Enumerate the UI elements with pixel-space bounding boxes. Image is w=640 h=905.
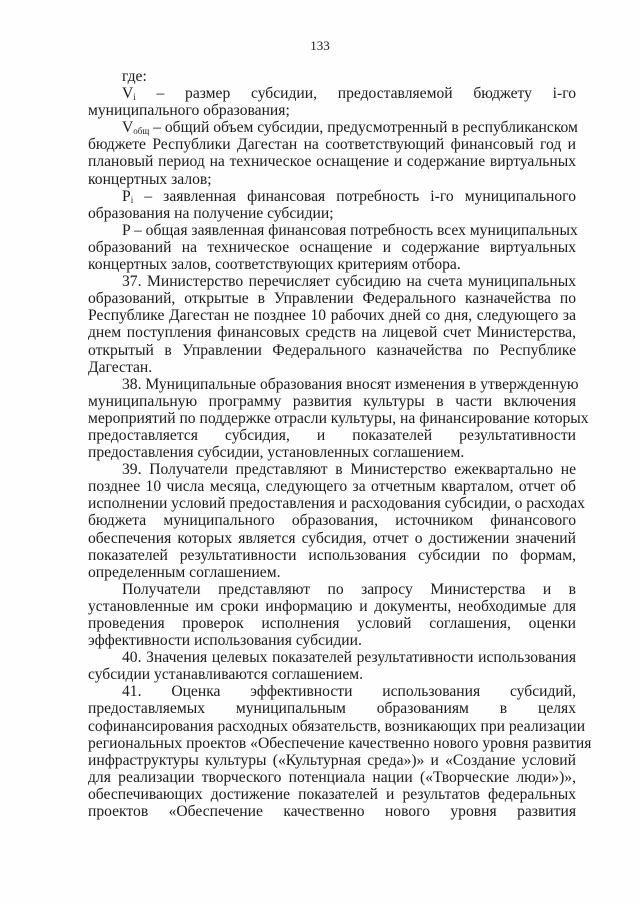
text-line: муниципального образования;	[88, 102, 290, 120]
text-line: где:	[122, 68, 147, 85]
text-line: Республике Дагестан не позднее 10 рабочих дней со дня, следующего за	[88, 307, 576, 325]
text-line: бюджета муниципального образования, источником финансового	[88, 512, 576, 530]
text-line: образований, открытые в Управлении Федерального казначейства по	[88, 290, 576, 308]
text-line: показателей результативности использования субсидии по формам,	[88, 546, 576, 564]
text-line: обеспечивающих достижение показателей и результатов федеральных	[88, 785, 576, 803]
symbol: V	[122, 119, 134, 137]
symbol: P	[122, 187, 131, 205]
text-line: Дагестан.	[88, 358, 153, 376]
symbol-subscript: i	[130, 194, 134, 205]
text-line: концертных залов, соответствующих критериям отбора.	[88, 256, 461, 274]
text-line: предоставляется субсидия, и показателей результативности	[88, 426, 576, 444]
page-number: 133	[310, 38, 330, 53]
text-line: Получатели представляют по запросу Министерства и в	[122, 580, 576, 598]
document-body	[88, 68, 592, 821]
text-line: плановый период на техническое оснащение и содержание виртуальных	[88, 153, 576, 171]
text-line: 41. Оценка эффективности использования субсидий,	[122, 683, 576, 701]
text-line: для реализации творческого потенциала нации («Творческие люди»)»,	[88, 768, 576, 786]
text-line: 37. Министерство перечисляет субсидию на счета муниципальных	[122, 273, 576, 291]
text-line: P – общая заявленная финансовая потребность всех муниципальных	[122, 221, 578, 239]
text-line: эффективности использования субсидии.	[88, 632, 362, 650]
text-line: предоставляемых муниципальным образованиям в целях	[88, 700, 576, 718]
text-line: днем поступления финансовых средств на лицевой счет Министерства,	[88, 324, 576, 342]
text-line: проведения проверок исполнения условий соглашения, оценки	[88, 615, 576, 632]
text-line: открытый в Управлении Федерального казначейства по Республике	[88, 341, 576, 359]
text-line: установленные им сроки информацию и документы, необходимые для	[88, 597, 576, 615]
text-line: региональных проектов «Обеспечение качественно нового уровня развития	[88, 734, 592, 752]
text-line	[88, 119, 576, 136]
line-text: – общий объем субсидии, предусмотренный в республиканском	[149, 119, 578, 137]
text-line: образований на техническое оснащение и содержание виртуальных	[88, 238, 576, 256]
text-line: проектов «Обеспечение качественно нового уровня развития	[88, 803, 576, 821]
text-line	[88, 85, 576, 102]
text-line	[88, 188, 576, 205]
line-text: – размер субсидии, предоставляемой бюджету i-го	[135, 85, 576, 103]
text-line: 38. Муниципальные образования вносят изменения в утвержденную	[122, 375, 579, 393]
text-line: позднее 10 числа месяца, следующего за отчетным кварталом, отчет об	[88, 478, 576, 496]
text-line: 39. Получатели представляют в Министерство ежеквартально не	[122, 461, 576, 479]
text-line: инфраструктуры культуры («Культурная среда»)» и «Создание условий	[88, 751, 576, 769]
symbol: V	[122, 85, 134, 103]
text-line: обеспечения которых является субсидия, отчет о достижении значений	[88, 529, 576, 547]
text-line: 40. Значения целевых показателей результативности использования	[122, 649, 576, 667]
text-line: муниципальную программу развития культуры в части включения	[88, 392, 576, 410]
text-line: субсидии устанавливаются соглашением.	[88, 666, 364, 684]
text-line: предоставления субсидии, установленных соглашением.	[88, 444, 465, 462]
text-line: бюджете Республики Дагестан на соответствующий финансовый год и	[88, 136, 576, 154]
text-line: определенным соглашением.	[88, 563, 281, 581]
line-text: – заявленная финансовая потребность i-го муниципального	[133, 187, 576, 205]
text-line: концертных залов;	[88, 170, 212, 188]
text-line: мероприятий по поддержке отрасли культуры, на финансирование которых	[88, 409, 589, 427]
text-line: исполнении условий предоставления и расходования субсидии, о расходах	[88, 495, 585, 513]
symbol-subscript: общ	[133, 126, 150, 137]
text-line: образования на получение субсидии;	[88, 204, 334, 222]
text-line: софинансирования расходных обязательств, возникающих при реализации	[88, 717, 586, 735]
symbol-subscript: i	[133, 92, 136, 103]
